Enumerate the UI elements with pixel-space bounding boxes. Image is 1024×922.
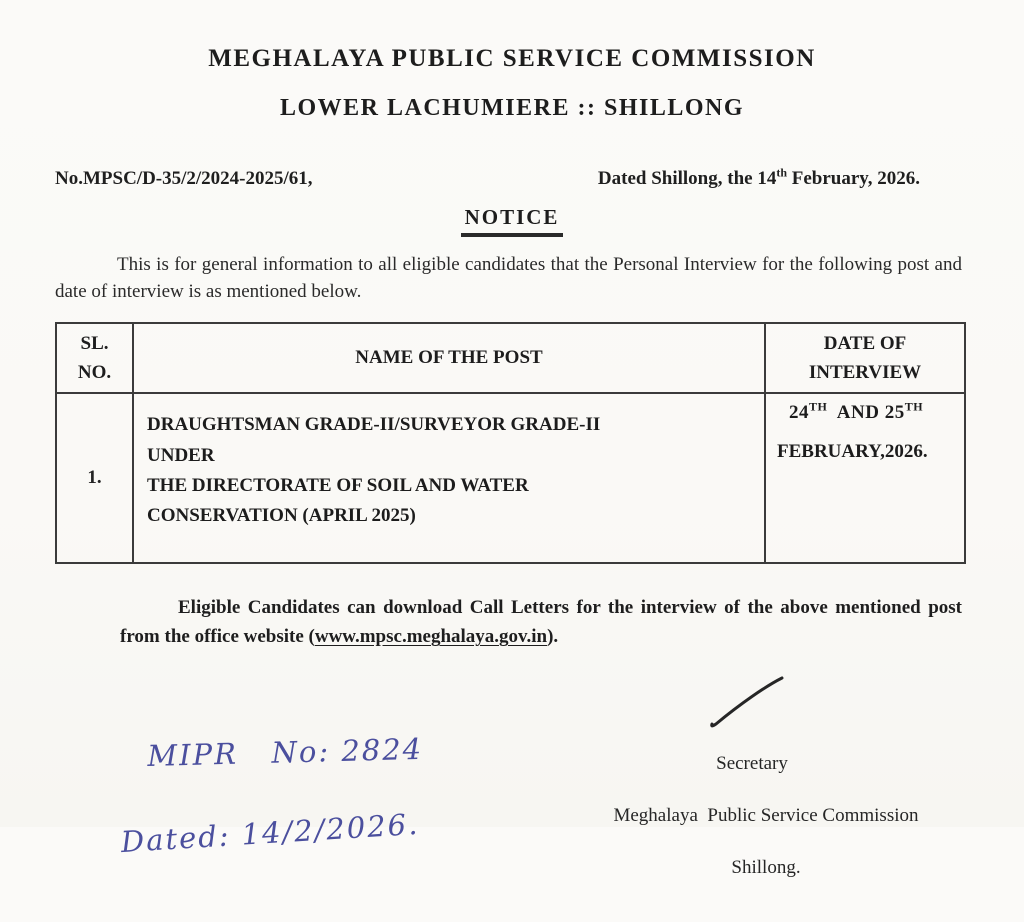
interview-month-year: FEBRUARY,2026.: [777, 440, 928, 462]
signatory-organization: Meghalaya Public Service Commission: [613, 805, 919, 827]
cell-sl-no: 1.: [56, 393, 133, 563]
table-row: [56, 393, 965, 563]
signatory-title: Secretary: [716, 752, 788, 774]
website-link: www.mpsc.meghalaya.gov.in: [314, 626, 548, 648]
column-header-interview-date: DATE OF INTERVIEW: [765, 323, 965, 393]
signature-block: [582, 727, 950, 906]
cell-interview-date: [765, 393, 965, 563]
cell-post-name: DRAUGHTSMAN GRADE-II/SURVEYOR GRADE-II UNDER THE DIRECTORATE OF SOIL AND WATER CONSERVATION (APRIL 2025): [133, 393, 765, 563]
interview-dates: 24TH AND 25TH: [789, 399, 924, 423]
dateline: Dated Shillong, the 14th February, 2026.: [597, 165, 920, 189]
date-ordinal-superscript: th: [776, 165, 787, 180]
table-header-row: [56, 323, 965, 393]
handwritten-mipr-number: MIPR No: 2824: [146, 731, 424, 774]
document-header: [0, 0, 1024, 122]
reference-number: No.MPSC/D-35/2/2024-2025/61,: [55, 168, 313, 189]
column-header-sl-no: SL. NO.: [56, 323, 133, 393]
signature-stroke: [700, 672, 790, 734]
interview-table: [55, 322, 966, 564]
handwritten-date: Dated: 14/2/2026.: [119, 806, 421, 860]
column-header-post-name: NAME OF THE POST: [133, 323, 765, 393]
reference-row: [55, 165, 920, 190]
notice-heading: NOTICE: [461, 205, 564, 237]
organization-address: LOWER LACHUMIERE :: SHILLONG: [279, 95, 745, 121]
notice-heading-wrap: [0, 205, 1024, 237]
handwritten-note: [101, 698, 427, 922]
intro-paragraph: This is for general information to all eligible candidates that the Personal Interview for the following post and date of interview is as mentioned below.: [55, 254, 962, 302]
signatory-place: Shillong.: [731, 857, 801, 879]
footer-paragraph: Eligible Candidates can download Call Letters for the interview of the above mentioned post from the office website (www.mpsc.meghalaya.gov.in).: [120, 596, 962, 648]
organization-title: MEGHALAYA PUBLIC SERVICE COMMISSION: [208, 45, 816, 72]
